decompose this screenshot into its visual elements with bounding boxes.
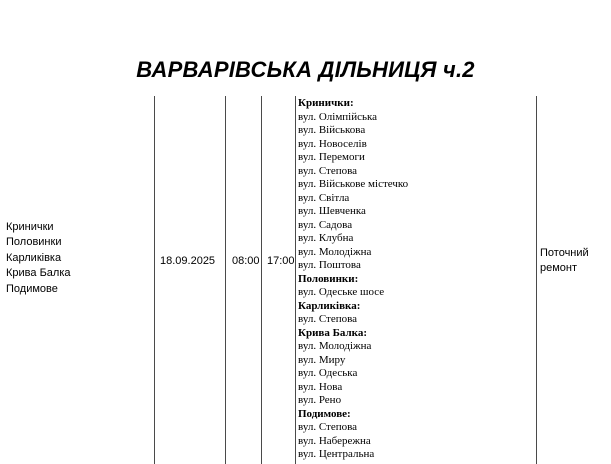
street-group-title: Кринички: — [298, 97, 354, 109]
settlement-name: Подимове — [6, 282, 58, 295]
settlement-name: Крива Балка — [6, 267, 71, 280]
street-item: вул. Одеська — [298, 367, 358, 379]
settlement-name: Кринички — [6, 221, 54, 233]
streets-cell — [298, 97, 408, 462]
street-group-title: Подимове: — [298, 407, 351, 420]
reason-line: ремонт — [540, 262, 578, 275]
column-divider — [536, 96, 537, 464]
street-group-title: Половинки: — [298, 272, 359, 285]
street-group-title: Крива Балка: — [298, 326, 367, 339]
page-title: ВАРВАРІВСЬКА ДІЛЬНИЦЯ ч.2 — [136, 57, 475, 82]
street-item: вул. Олімпійська — [298, 110, 378, 123]
street-item: вул. Військове містечко — [298, 178, 409, 190]
outage-date: 18.09.2025 — [160, 255, 216, 267]
street-item: вул. Одеське шосе — [298, 286, 385, 298]
street-item: вул. Військова — [298, 124, 366, 136]
street-item: вул. Степова — [298, 313, 358, 325]
outage-schedule-table — [0, 96, 611, 464]
street-item: вул. Центральна — [298, 448, 375, 460]
street-item: вул. Садова — [298, 218, 353, 231]
street-item: вул. Світла — [298, 191, 350, 204]
street-item: вул. Молодіжна — [298, 340, 372, 352]
outage-reason — [540, 246, 589, 277]
street-item: вул. Степова — [298, 421, 358, 433]
street-item: вул. Рено — [298, 394, 342, 406]
outage-start-time: 08:00 — [232, 255, 260, 267]
reason-line: Поточний — [540, 247, 589, 259]
outage-end-time: 17:00 — [267, 255, 295, 267]
column-divider — [225, 96, 226, 464]
street-item: вул. Поштова — [298, 259, 361, 271]
column-divider — [295, 96, 296, 464]
street-item: вул. Степова — [298, 164, 358, 177]
street-item: вул. Перемоги — [298, 151, 365, 163]
settlements-cell — [6, 220, 71, 297]
settlement-name: Карликівка — [6, 251, 62, 264]
street-item: вул. Шевченка — [298, 205, 366, 217]
street-item: вул. Новоселів — [298, 137, 367, 150]
street-item: вул. Миру — [298, 353, 346, 366]
street-item: вул. Молодіжна — [298, 245, 372, 258]
column-divider — [154, 96, 155, 464]
street-item: вул. Клубна — [298, 232, 354, 244]
column-divider — [261, 96, 262, 464]
street-item: вул. Нова — [298, 380, 343, 393]
settlement-name: Половинки — [6, 236, 62, 249]
street-group-title: Карликівка: — [298, 299, 361, 312]
street-item: вул. Набережна — [298, 434, 371, 447]
